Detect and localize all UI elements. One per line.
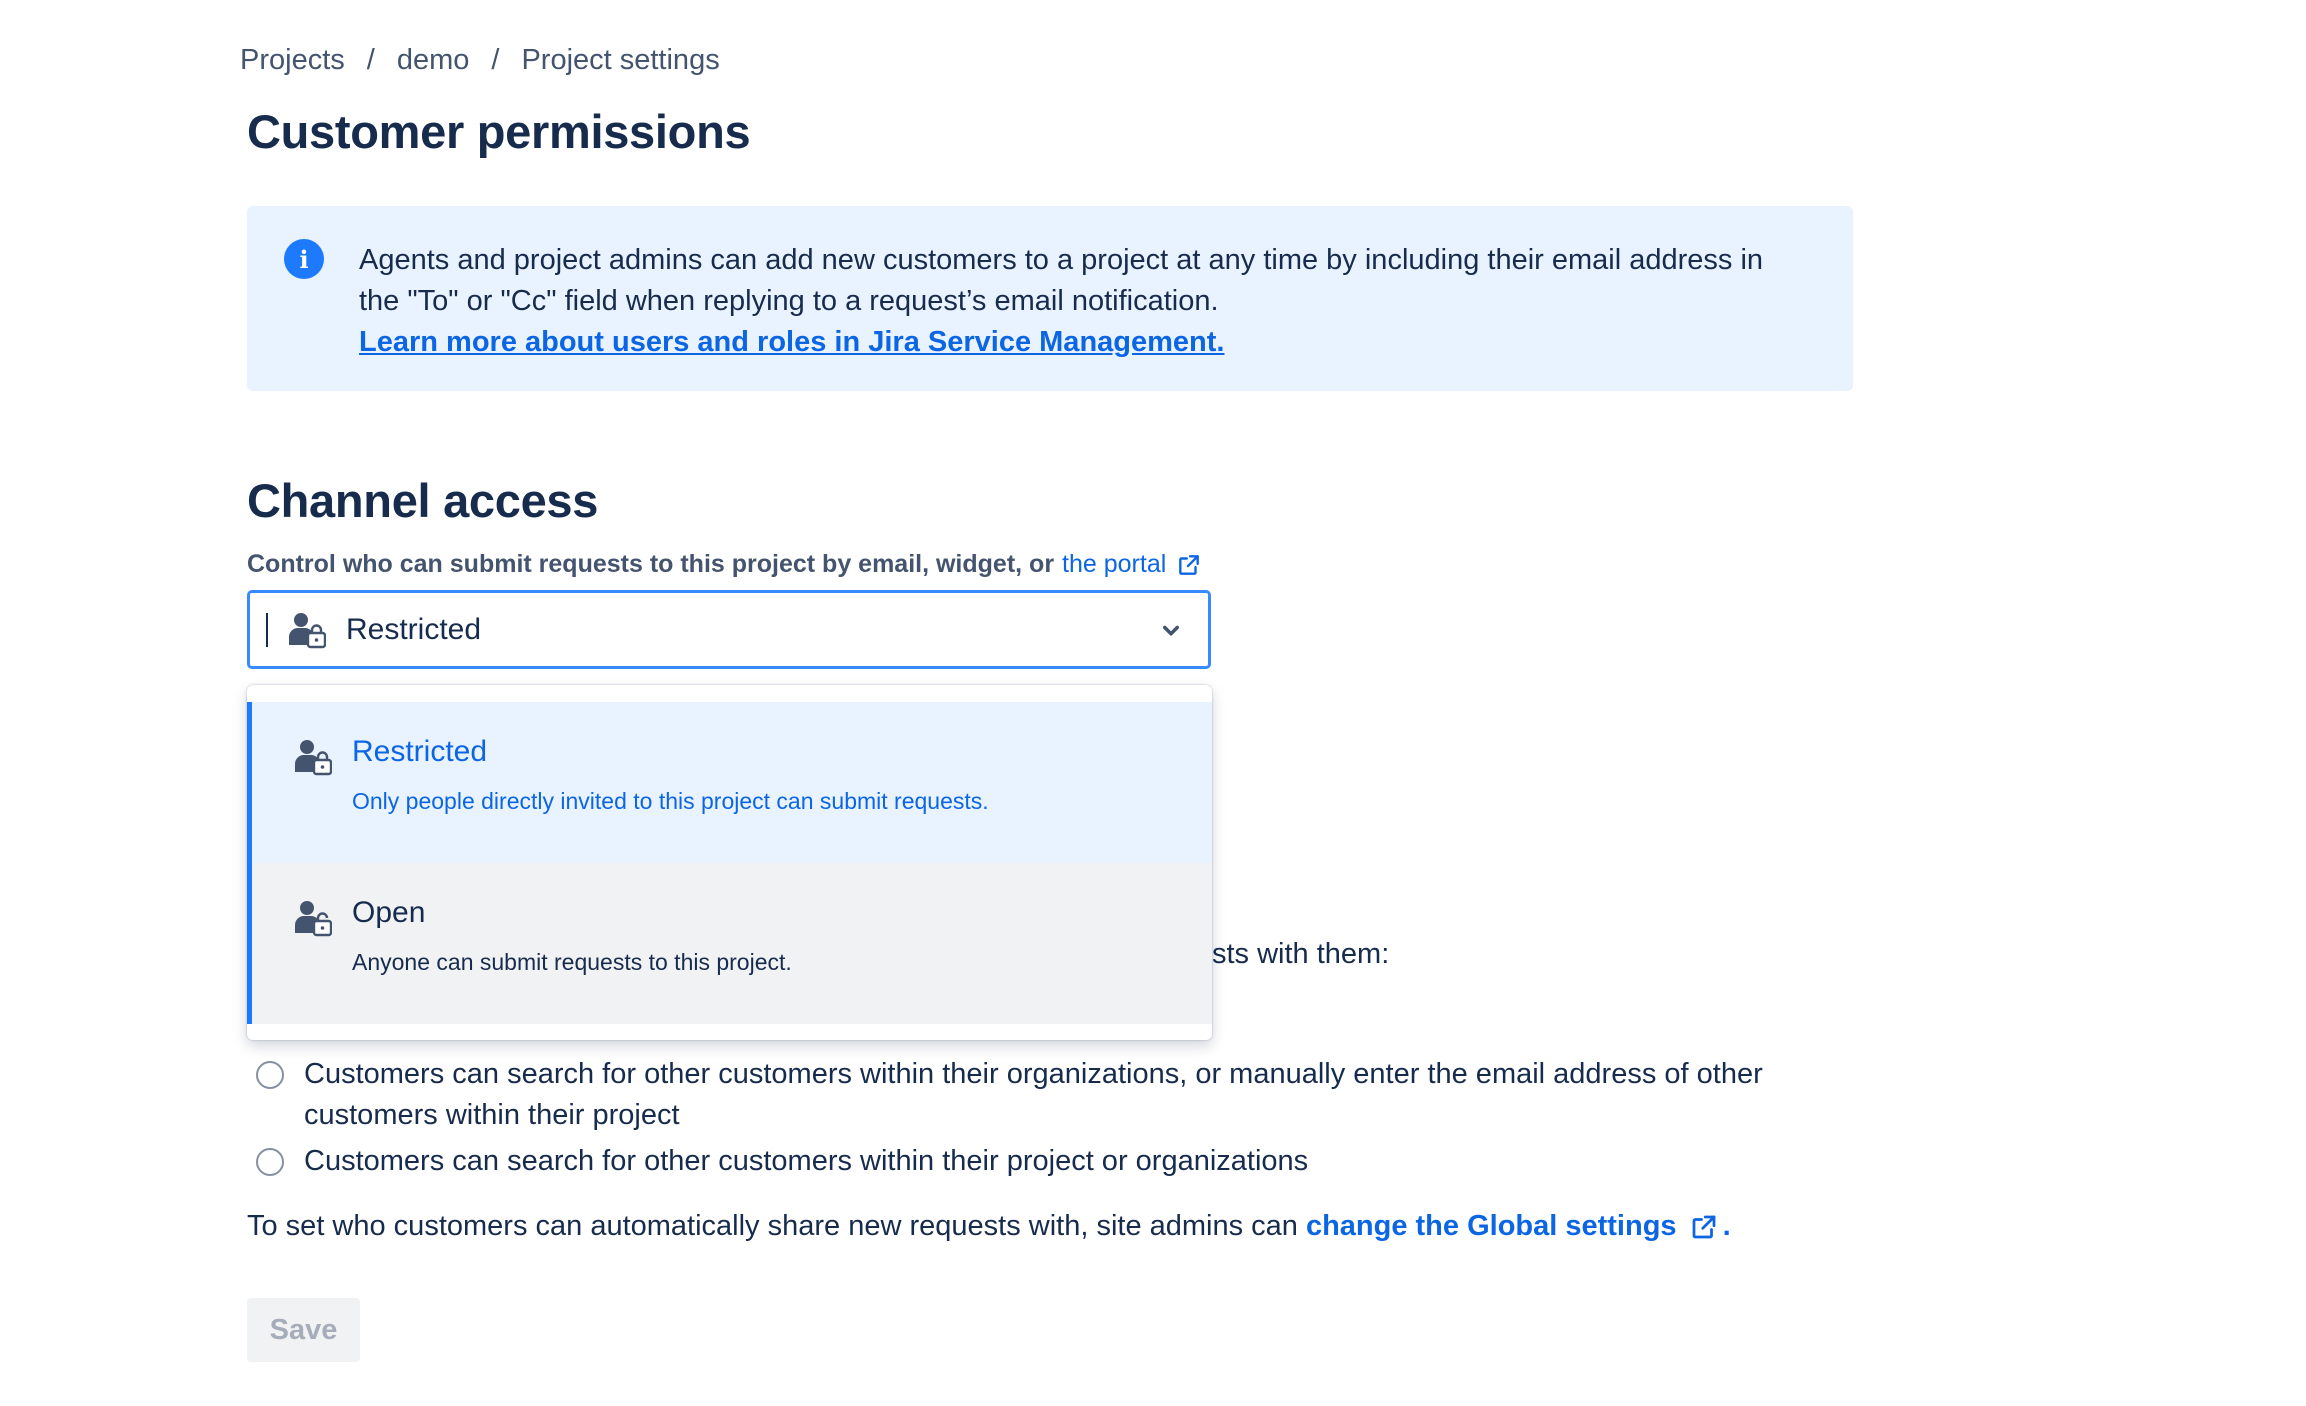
breadcrumb-project-settings[interactable]: Project settings [521,44,720,76]
user-unlock-icon [294,899,332,937]
channel-access-label [247,550,1202,579]
user-lock-icon [294,738,332,776]
radio-label: Customers can search for other customers within their organizations, or manually enter the email address of other customers within their project [304,1058,1763,1131]
radio-option-organizations-or-email[interactable] [256,1054,1864,1136]
channel-access-label-text: Control who can submit requests to this project by email, widget, or [247,550,1055,578]
external-link-icon[interactable] [1689,1212,1719,1242]
radio-button[interactable] [256,1061,284,1089]
learn-more-link[interactable]: Learn more about users and roles in Jira Service Management. [359,326,1225,358]
option-description: Only people directly invited to this project can submit requests. [352,788,989,814]
page-title: Customer permissions [247,105,751,158]
breadcrumb-separator: / [366,44,375,76]
portal-link[interactable]: the portal [1062,550,1167,578]
option-title: Restricted [352,735,488,768]
info-text [359,240,1799,363]
breadcrumb-projects[interactable]: Projects [240,44,345,76]
select-value: Restricted [346,612,482,646]
option-restricted[interactable] [247,702,1212,863]
external-link-icon[interactable] [1176,552,1202,578]
chevron-down-icon[interactable] [1156,615,1186,645]
save-button[interactable]: Save [247,1298,360,1362]
user-lock-icon [288,611,326,649]
option-title: Open [352,896,426,929]
option-open[interactable] [247,863,1212,1024]
breadcrumb [240,44,720,77]
global-settings-note [247,1210,1731,1243]
global-note-period: . [1722,1210,1731,1242]
global-settings-link[interactable]: change the Global settings [1305,1210,1677,1242]
breadcrumb-separator: / [491,44,500,76]
info-icon: i [284,239,324,279]
radio-option-project-or-organizations[interactable] [256,1141,1864,1182]
channel-access-select[interactable] [247,590,1211,669]
global-note-text: To set who customers can automatically share new requests with, site admins can [247,1210,1298,1242]
option-description: Anyone can submit requests to this project. [352,949,792,975]
share-requests-text: sts with them: [1212,938,1390,970]
radio-label: Customers can search for other customers within their project or organizations [304,1145,1309,1177]
radio-button[interactable] [256,1148,284,1176]
text-cursor [266,613,268,647]
info-panel [247,206,1853,391]
breadcrumb-demo[interactable]: demo [396,44,470,76]
channel-access-dropdown [247,685,1212,1040]
info-message: Agents and project admins can add new customers to a project at any time by including their email address in the "To" or "Cc" field when replying to a request’s email notification. [359,244,1764,317]
channel-access-title: Channel access [247,474,599,527]
